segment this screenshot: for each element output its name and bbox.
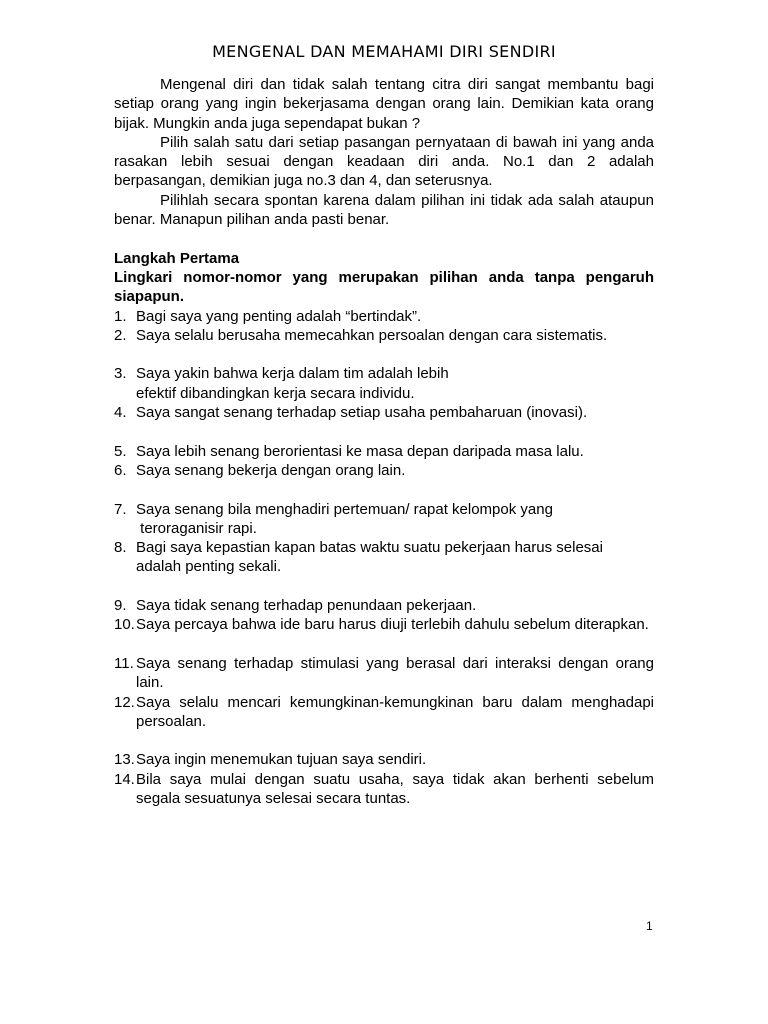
item-number: 3. [114,365,127,383]
spacer [114,480,654,499]
list-item-6 [114,461,654,480]
item-number: 13. [114,751,135,769]
list-item-5 [114,442,654,461]
item-text: Saya tidak senang terhadap penundaan pekerjaan. [136,597,477,615]
item-text: Saya senang terhadap stimulasi yang berasal dari interaksi dengan orang lain. [136,654,654,692]
item-number: 12. [114,693,135,711]
list-item-3 [114,364,654,403]
item-number: 5. [114,442,127,460]
item-text-line: Saya senang bila menghadiri pertemuan/ rapat kelompok yang [136,500,553,518]
item-number: 7. [114,500,127,518]
item-number: 11. [114,654,134,672]
section-heading: Langkah Pertama [114,249,240,267]
item-text: Saya sangat senang terhadap setiap usaha pembaharuan (inovasi). [136,404,588,422]
item-text: Saya percaya bahwa ide baru harus diuji terlebih dahulu sebelum diterapkan. [136,616,649,634]
spacer [114,577,654,596]
item-text: Saya selalu mencari kemungkinan-kemungkinan baru dalam menghadapi persoalan. [136,693,654,730]
list-item-1 [114,307,654,326]
item-text-line: Saya yakin bahwa kerja dalam tim adalah lebih [136,365,449,383]
item-text: Bagi saya yang penting adalah “bertindak”. [136,307,422,325]
item-text: Saya lebih senang berorientasi ke masa depan daripada masa lalu. [136,442,584,460]
spacer [114,229,654,248]
item-number: 6. [114,461,127,479]
item-text: Bila saya mulai dengan suatu usaha, saya tidak akan berhenti sebelum segala sesuatunya selesai secara tuntas. [136,770,654,807]
item-text-line: Bagi saya kepastian kapan batas waktu suatu pekerjaan harus selesai [136,539,603,557]
item-text-line: efektif dibandingkan kerja secara individu. [136,384,415,402]
item-text-line: teroraganisir rapi. [136,519,257,537]
item-number: 14. [114,770,135,788]
item-number: 8. [114,539,127,557]
spacer [114,635,654,654]
item-text: Saya ingin menemukan tujuan saya sendiri. [136,751,427,769]
item-number: 4. [114,404,127,422]
spacer [114,731,654,750]
list-item-4 [114,403,654,422]
item-number: 2. [114,326,127,344]
intro-paragraph-1: Mengenal diri dan tidak salah tentang citra diri sangat membantu bagi setiap orang yang ingin bekerjasama dengan orang lain. Demikian kata orang bijak. Mungkin anda juga sependapat bukan ? [114,76,654,132]
document-title: MENGENAL DAN MEMAHAMI DIRI SENDIRI [212,42,556,61]
item-number: 1. [114,307,127,325]
list-item-13 [114,750,654,769]
page-number: 1 [646,919,653,933]
list-item-10 [114,615,654,634]
list-item-2 [114,326,654,345]
intro-paragraph-3: Pilihlah secara spontan karena dalam pilihan ini tidak ada salah ataupun benar. Manapun pilihan anda pasti benar. [114,191,654,229]
item-number: 9. [114,597,127,615]
list-item-8 [114,538,654,577]
item-text: Saya senang bekerja dengan orang lain. [136,461,406,479]
list-item-11 [114,654,654,693]
list-item-12 [114,693,654,732]
intro-paragraph-2: Pilih salah satu dari setiap pasangan pernyataan di bawah ini yang anda rasakan lebih sesuai dengan keadaan diri anda. No.1 dan 2 adalah berpasangan, demikian juga no.3 dan 4, dan seterusnya. [114,133,654,190]
list-item-9 [114,596,654,615]
document-body [114,75,654,808]
spacer [114,345,654,364]
instruction-text: Lingkari nomor-nomor yang merupakan pilihan anda tanpa pengaruh siapapun. [114,268,654,306]
spacer [114,422,654,441]
item-text: Saya selalu berusaha memecahkan persoalan dengan cara sistematis. [136,326,608,344]
list-item-14 [114,770,654,809]
list-item-7 [114,500,654,539]
item-text-line: adalah penting sekali. [136,558,282,576]
item-number: 10. [114,616,135,634]
